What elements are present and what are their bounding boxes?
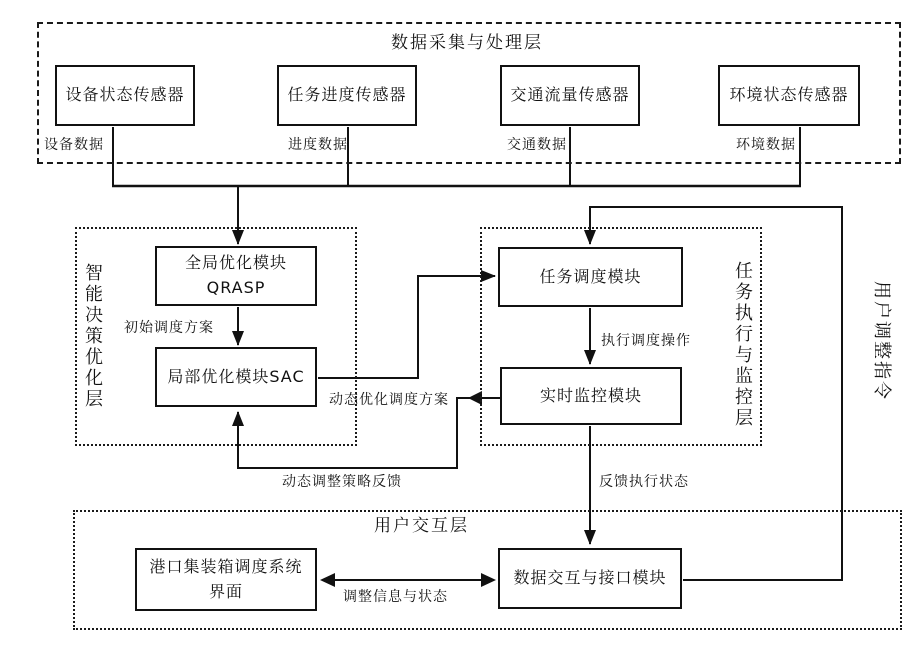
module-local-optimization	[155, 347, 317, 407]
module-task-scheduling-label: 任务调度模块	[539, 266, 642, 286]
adjust-feedback-label: 动态调整策略反馈	[282, 474, 402, 490]
module-global-optimization	[155, 246, 317, 306]
adjust-info-label: 调整信息与状态	[343, 589, 448, 605]
module-data-interface-label: 数据交互与接口模块	[513, 568, 667, 588]
traffic-data-label: 交通数据	[507, 137, 567, 153]
sensor-task-progress	[277, 65, 417, 126]
module-global-optimization-line1: 全局优化模块	[184, 253, 287, 273]
progress-data-label: 进度数据	[288, 137, 348, 153]
execution-status-label: 反馈执行状态	[599, 474, 689, 490]
module-local-optimization-label: 局部优化模块SAC	[167, 366, 305, 386]
module-port-ui	[135, 548, 317, 611]
module-global-optimization-line2: QRASP	[206, 278, 266, 297]
sensor-task-progress-label: 任务进度传感器	[287, 85, 407, 105]
module-port-ui-line1: 港口集装箱调度系统	[149, 556, 303, 576]
sensor-device-status	[55, 65, 195, 126]
module-data-interface	[498, 548, 682, 609]
dynamic-schedule-label: 动态优化调度方案	[329, 392, 449, 408]
initial-schedule-label: 初始调度方案	[124, 320, 214, 336]
layer-data-collection-title: 数据采集与处理层	[391, 33, 543, 53]
module-realtime-monitoring	[500, 367, 682, 425]
layer-decision-optimization-title: 智能决策优化层	[82, 263, 103, 410]
sensor-traffic-flow-label: 交通流量传感器	[510, 85, 630, 105]
module-port-ui-line2: 界面	[208, 581, 243, 601]
module-realtime-monitoring-label: 实时监控模块	[539, 385, 642, 405]
sensor-environment-status-label: 环境状态传感器	[729, 85, 849, 105]
user-adjust-command-label: 用户调整指令	[871, 281, 892, 401]
sensor-environment-status	[718, 65, 860, 126]
device-data-label: 设备数据	[44, 137, 104, 153]
layer-task-execution-title: 任务执行与监控层	[732, 261, 753, 429]
layer-user-interaction-title: 用户交互层	[374, 516, 469, 536]
environment-data-label: 环境数据	[736, 137, 796, 153]
execute-operation-label: 执行调度操作	[601, 333, 691, 349]
sensor-device-status-label: 设备状态传感器	[65, 85, 185, 105]
module-task-scheduling	[498, 247, 683, 307]
sensor-traffic-flow	[500, 65, 640, 126]
